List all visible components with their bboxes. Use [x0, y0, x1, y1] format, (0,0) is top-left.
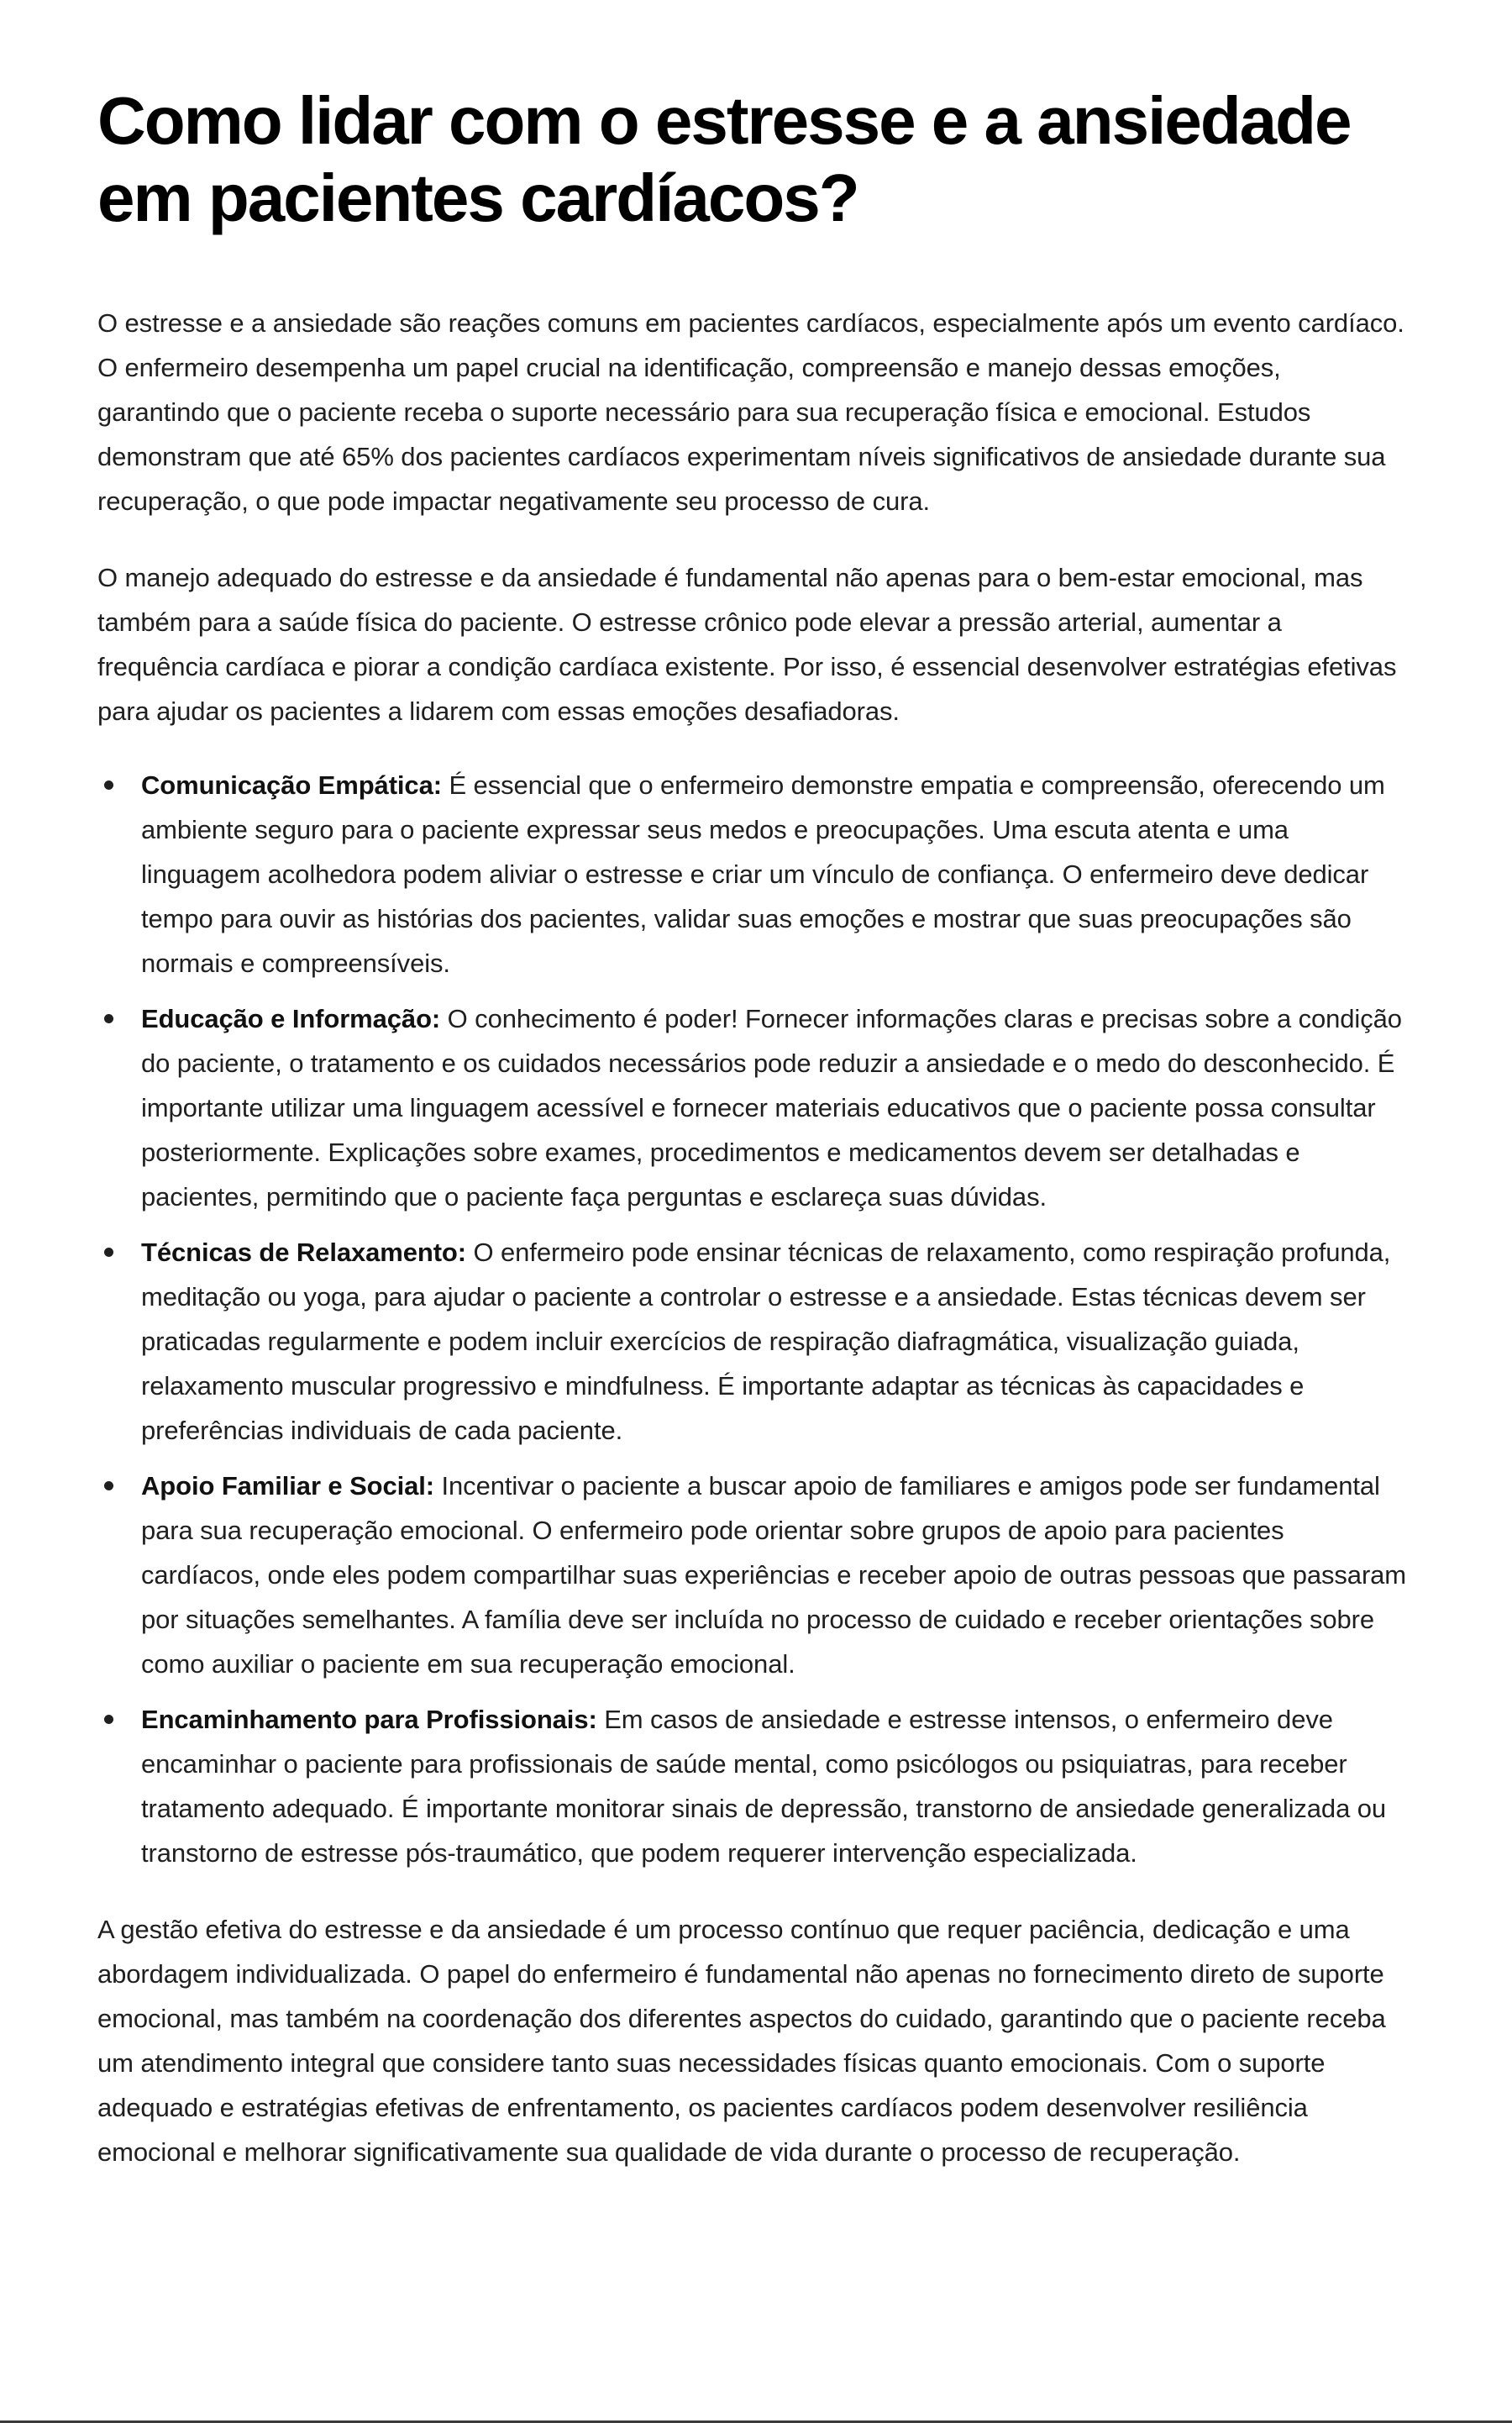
bullet-dot-icon	[104, 1715, 113, 1724]
page-title: Como lidar com o estresse e a ansiedade em pacientes cardíacos?	[97, 83, 1351, 235]
article	[97, 82, 1408, 2174]
bullet-dot-icon	[104, 781, 113, 790]
list-item-term: Comunicação Empática:	[141, 770, 442, 800]
list-item	[97, 996, 1408, 1219]
list-item-text: O conhecimento é poder! Fornecer informações claras e precisas sobre a condição do paciente, o tratamento e os cuidados necessários pode reduzir a ansiedade e o medo do desconhecido. É importante utilizar uma linguagem acessível e fornecer materiais educativos que o paciente possa consultar posteriormente. Explicações sobre exames, procedimentos e medicamentos devem ser detalhadas e pacientes, permitindo que o paciente faça perguntas e esclareça suas dúvidas.	[141, 1004, 1402, 1212]
list-item	[97, 763, 1408, 985]
intro-paragraph: O estresse e a ansiedade são reações comuns em pacientes cardíacos, especialmente após um evento cardíaco. O enfermeiro desempenha um papel crucial na identificação, compreensão e manejo dessas emoções, garantindo que o paciente receba o suporte necessário para sua recuperação física e emocional. Estudos demonstram que até 65% dos pacientes cardíacos experimentam níveis significativos de ansiedade durante sua recuperação, o que pode impactar negativamente seu processo de cura.	[97, 308, 1404, 516]
list-item	[97, 1230, 1408, 1453]
list-item	[97, 1697, 1408, 1875]
intro-paragraph: O manejo adequado do estresse e da ansiedade é fundamental não apenas para o bem-estar emocional, mas também para a saúde física do paciente. O estresse crônico pode elevar a pressão arterial, aumentar a frequência cardíaca e piorar a condição cardíaca existente. Por isso, é essencial desenvolver estratégias efetivas para ajudar os pacientes a lidarem com essas emoções desafiadoras.	[97, 563, 1397, 726]
list-item-term: Técnicas de Relaxamento:	[141, 1238, 466, 1267]
bullet-dot-icon	[104, 1248, 113, 1257]
conclusion-paragraph: A gestão efetiva do estresse e da ansiedade é um processo contínuo que requer paciência, dedicação e uma abordagem individualizada. O papel do enfermeiro é fundamental não apenas no fornecimento direto de suporte emocional, mas também na coordenação dos diferentes aspectos do cuidado, garantindo que o paciente receba um atendimento integral que considere tanto suas necessidades físicas quanto emocionais. Com o suporte adequado e estratégias efetivas de enfrentamento, os pacientes cardíacos podem desenvolver resiliência emocional e melhorar significativamente sua qualidade de vida durante o processo de recuperação.	[97, 1915, 1386, 2167]
list-item-text: É essencial que o enfermeiro demonstre empatia e compreensão, oferecendo um ambiente seguro para o paciente expressar seus medos e preocupações. Uma escuta atenta e uma linguagem acolhedora podem aliviar o estresse e criar um vínculo de confiança. O enfermeiro deve dedicar tempo para ouvir as histórias dos pacientes, validar suas emoções e mostrar que suas preocupações são normais e compreensíveis.	[141, 770, 1385, 978]
bullet-dot-icon	[104, 1481, 113, 1490]
list-item-term: Encaminhamento para Profissionais:	[141, 1705, 597, 1734]
strategy-list	[97, 763, 1408, 1875]
list-item-term: Educação e Informação:	[141, 1004, 441, 1033]
list-item-text: Incentivar o paciente a buscar apoio de familiares e amigos pode ser fundamental para sua recuperação emocional. O enfermeiro pode orientar sobre grupos de apoio para pacientes cardíacos, onde eles podem compartilhar suas experiências e receber apoio de outras pessoas que passaram por situações semelhantes. A família deve ser incluída no processo de cuidado e receber orientações sobre como auxiliar o paciente em sua recuperação emocional.	[141, 1471, 1407, 1679]
list-item-text: O enfermeiro pode ensinar técnicas de relaxamento, como respiração profunda, meditação ou yoga, para ajudar o paciente a controlar o estresse e a ansiedade. Estas técnicas devem ser praticadas regularmente e podem incluir exercícios de respiração diafragmática, visualização guiada, relaxamento muscular progressivo e mindfulness. É importante adaptar as técnicas às capacidades e preferências individuais de cada paciente.	[141, 1238, 1391, 1445]
list-item-term: Apoio Familiar e Social:	[141, 1471, 435, 1501]
bullet-dot-icon	[104, 1014, 113, 1023]
list-item-text: Em casos de ansiedade e estresse intensos, o enfermeiro deve encaminhar o paciente para profissionais de saúde mental, como psicólogos ou psiquiatras, para receber tratamento adequado. É importante monitorar sinais de depressão, transtorno de ansiedade generalizada ou transtorno de estresse pós-traumático, que podem requerer intervenção especializada.	[141, 1705, 1387, 1868]
list-item	[97, 1464, 1408, 1686]
